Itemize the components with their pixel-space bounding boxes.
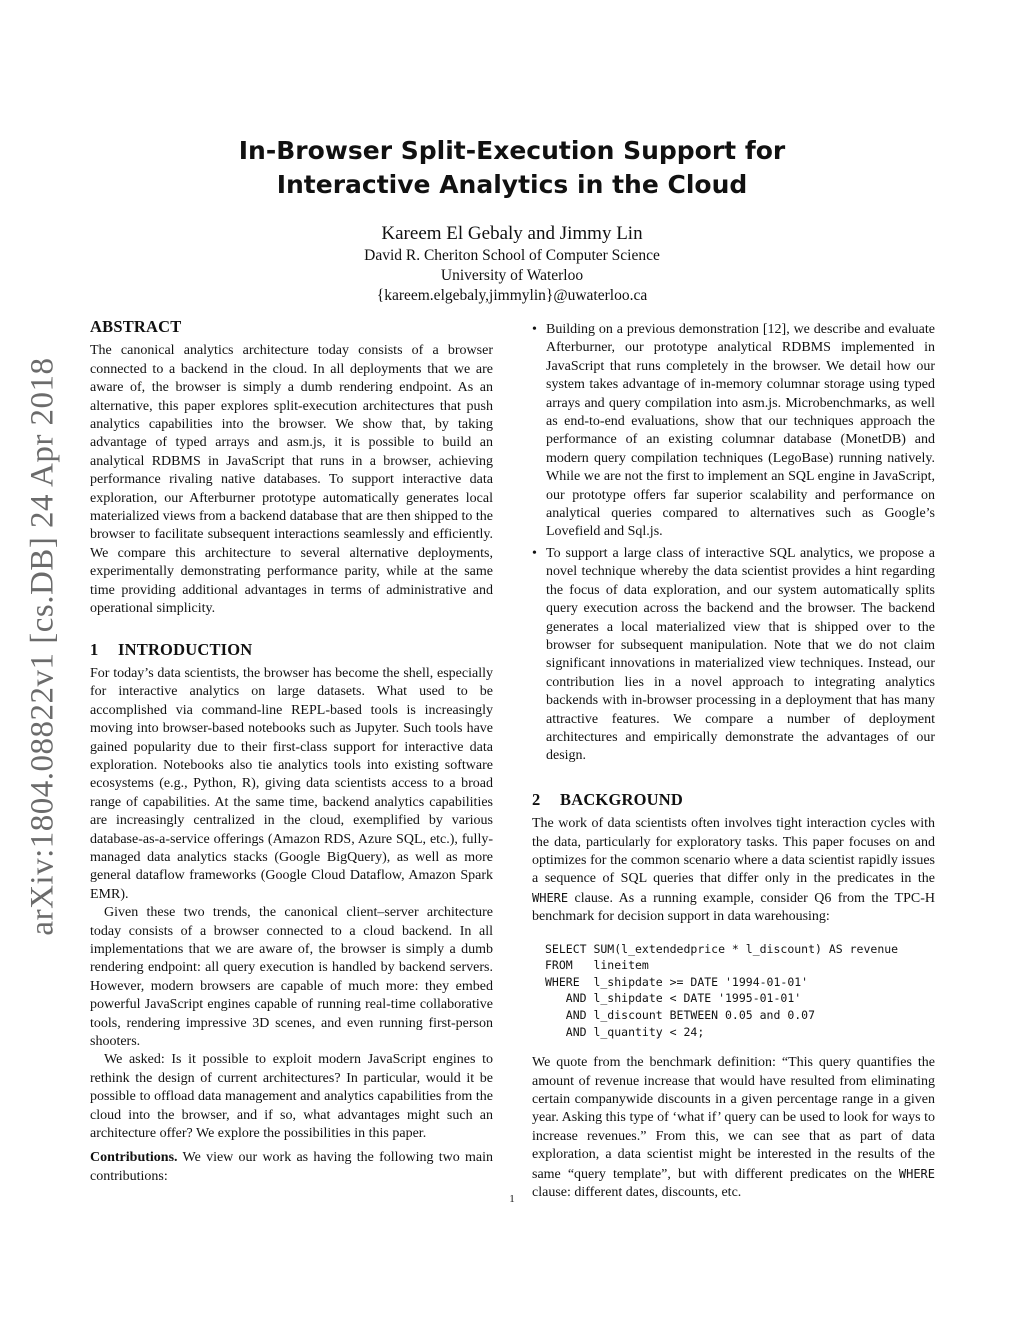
page-number: 1 <box>509 1193 515 1205</box>
background-paragraph-1 <box>532 815 935 926</box>
section-title: INTRODUCTION <box>118 639 253 659</box>
author-names: Kareem El Gebaly and Jimmy Lin <box>381 223 643 244</box>
sql-code-block: SELECT SUM(l_extendedprice * l_discount) AS revenue FROM lineitem WHERE l_shipdate >= DATE '1994-01-01' AND l_shipdate < DATE '1995-01-01' AND l_discount BETWEEN 0.05 and 0.07 AND l_quantity < 24; <box>545 941 899 1039</box>
section-title: BACKGROUND <box>560 789 684 809</box>
text-run: We quote from the benchmark definition: “This query quantifies the amount of revenue increase that would have resulted from eliminating certain companywide discounts in a given percentage range in a given year. Asking this type of ‘what if’ query can be used to look for ways to increase revenues.” From this, we can see that as part of data exploration, a data scientist might be interested in the results of the same “query template”, but with different predicates on the <box>532 1055 935 1182</box>
intro-paragraph-3: We asked: Is it possible to exploit modern JavaScript engines to rethink the design of current architectures? In particular, would it be possible to offload data management and analytics capabilities from the cloud into the browser, and if so, what advantages might such an architecture offer? We explore the possibilities in this paper. <box>90 1052 493 1142</box>
background-paragraph-2 <box>532 1054 935 1202</box>
contribution-item-2: • To support a large class of interactive SQL analytics, we propose a novel technique whereby the data scientist provides a hint regarding the focus of data exploration, and our system automatically splits query execution across the backend and the browser. The backend generates a local materialized view that is shipped over to the browser for subsequent manipulation. Note that we do not claim significant innovations in materialized view techniques. Instead, our contribution lies in a novel approach to integrating analytics backends with in-browser processing in a deployment that has many attractive features. We compare a number of deployment architectures and empirically demonstrate the advantages of our design. <box>532 545 935 766</box>
contributions-label: Contributions. <box>90 1150 178 1166</box>
affiliation-university: University of Waterloo <box>440 267 584 284</box>
text-run: clause. As a running example, consider Q6 from the TPC-H benchmark for decision support in data warehousing: <box>532 890 935 925</box>
affiliation-department: David R. Cheriton School of Computer Science <box>364 247 660 264</box>
contributions-list <box>532 321 935 766</box>
intro-paragraph-2: Given these two trends, the canonical client–server architecture today consists of a browser connected to a cloud backend. In all implementations that we are aware of, the browser is simply a dumb rendering endpoint: all query execution is handled by backend servers. However, modern browsers are capable of much more: they embed powerful JavaScript engines capable of running real-time collaborative tools, rendering impressive 3D scenes, and even running first-person shooters. <box>90 905 493 1050</box>
title-block <box>150 134 874 306</box>
contributions-paragraph <box>90 1149 493 1186</box>
contribution-item-1: • Building on a previous demonstration [12], we describe and evaluate Afterburner, our prototype analytical RDBMS implemented in JavaScript that runs completely in the browser. We detail how our system takes advantage of in-memory columnar storage using typed arrays and query compilation into asm.js. Microbenchmarks, as well as end-to-end evaluations, show that our techniques approach the performance of an existing columnar database (MonetDB) and modern query compilation techniques (LegoBase) running natively. While we are not the first to implement an SQL engine in JavaScript, our prototype offers far superior scalability and performance on analytical queries compared to alternatives such as Google’s Lovefield and Sql.js. <box>532 321 935 542</box>
paper-title <box>150 134 874 202</box>
abstract-text: The canonical analytics architecture today consists of a browser connected to a backend in the cloud. In all deployments that we are aware of, the browser is simply a dumb rendering endpoint. As an alternative, this paper explores split-execution architectures that push analytics capabilities into the browser. We show that, by taking advantage of typed arrays and asm.js, it is possible to build an analytical RDBMS in JavaScript that runs in a browser, achieving performance rivaling native databases. To support interactive data exploration, our Afterburner prototype automatically generates local materialized views from a backend database that are then shipped to the browser to facilitate subsequent interactions seamlessly and efficiently. We compare this architecture to several alternative deployments, experimentally demonstrating performance parity, while at the same time providing additional advantages in terms of administrative and operational simplicity. <box>90 343 493 617</box>
text-run: clause: different dates, discounts, etc. <box>532 1185 742 1200</box>
sql-keyword: WHERE <box>898 1166 935 1181</box>
arxiv-id-text: arXiv:1804.08822v1 [cs.DB] 24 Apr 2018 <box>24 356 61 936</box>
right-column <box>532 321 935 1202</box>
title-line-2: Interactive Analytics in the Cloud <box>276 170 748 199</box>
title-line-1: In-Browser Split-Execution Support for <box>238 136 786 165</box>
author-email: {kareem.elgebaly,jimmylin}@uwaterloo.ca <box>376 287 648 304</box>
section-number: 1 <box>90 639 99 659</box>
introduction-heading <box>90 641 493 659</box>
intro-paragraph-1: For today’s data scientists, the browser has become the shell, especially for interactive analytics on large datasets. What used to be accomplished via command-line REPL-based tools is increasingly moving into browser-based notebooks such as Jupyter. Such tools have gained popularity due to their first-class support for interactive data exploration. Notebooks also tie analytics tools into existing software ecosystems (e.g., Python, R), giving data scientists access to a broad range of capabilities. At the same time, backend analytics capabilities are increasingly centralized in the cloud, exemplified by various database-as-a-service offerings (Amazon RDS, Azure SQL, etc.), fully-managed data analytics stacks (Google BigQuery), as well as more general dataflow frameworks (Google Cloud Dataflow, Amazon Spark EMR). <box>90 665 493 902</box>
section-number: 2 <box>532 789 541 809</box>
background-heading <box>532 791 935 809</box>
contributions-text: We view our work as having the following two main contributions: <box>90 1150 493 1184</box>
text-run: The work of data scientists often involves tight interaction cycles with the data, particularly for exploratory tasks. This paper focuses on and optimizes for the common scenario where a data scientist rapidly issues a sequence of SQL queries that differ only in the predicates in the <box>532 816 935 887</box>
sql-keyword: WHERE <box>532 890 569 905</box>
abstract-heading: ABSTRACT <box>90 317 182 336</box>
left-column <box>90 318 493 1186</box>
arxiv-identifier-stamp <box>17 350 69 942</box>
